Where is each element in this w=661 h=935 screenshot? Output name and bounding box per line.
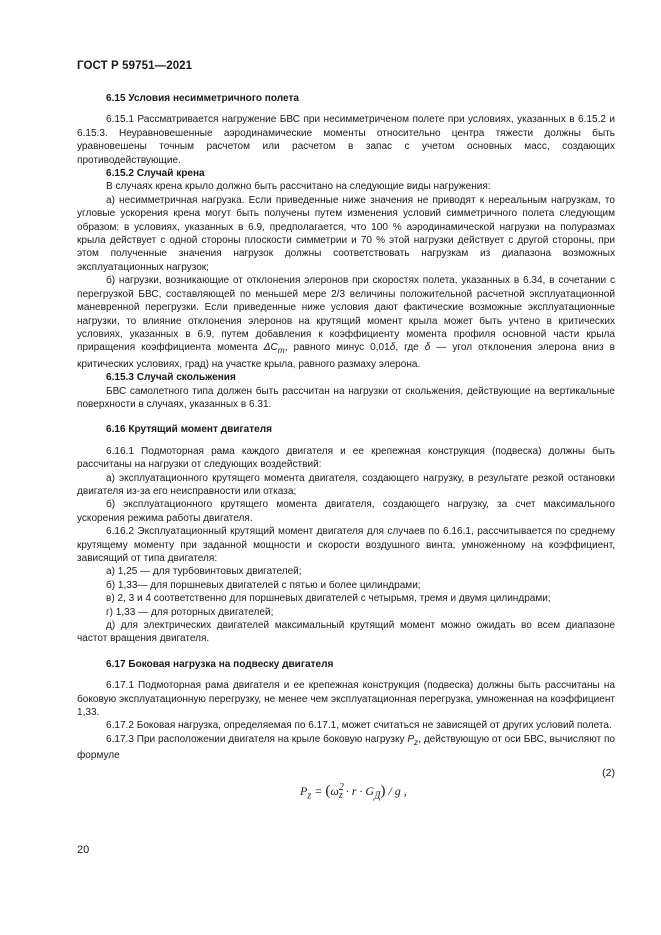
list-item: а) эксплуатационного крутящего момента двигателя, создающего нагрузку, в результате резкой остановки двигателя из-за его неисправности или отказа; <box>77 472 615 497</box>
section-6-15 <box>77 92 615 411</box>
section-heading: 6.16 Крутящий момент двигателя <box>106 424 272 436</box>
paragraph: 6.15.1 Рассматривается нагружение БВС при несимметриченом полете при условиях, указанных в 6.15.2 и 6.15.3. Неуравновешенные аэродинамические моменты относительно центра тяжести должны быть уравновешены точным расчетом или расчетом в запас с учетом основных масс, создающих противодействующие. <box>77 114 615 166</box>
delta-c-symbol: $\Delta C_m$ <box>263 342 285 356</box>
paragraph: 6.17.2 Боковая нагрузка, определяемая по 6.17.1, может считаться не зависящей от других условий полета. <box>106 720 612 732</box>
document-header: ГОСТ Р 59751—2021 <box>77 60 193 72</box>
list-item: б) эксплуатационного крутящего момента двигателя, создающего нагрузку, за счет максимального ускорения режима работы двигателя. <box>77 499 615 524</box>
paragraph: В случаях крена крыло должно быть рассчитано на следующие виды нагружения: <box>106 181 491 193</box>
paragraph: 6.17.1 Подмоторная рама двигателя и ее крепежная конструкция (подвеска) должны быть рассчитаны на боковую эксплуатационную перегрузку, не менее чем эксплуатационная перегрузка, умноженная на коэффициент 1,33. <box>77 680 615 719</box>
list-item: б) 1,33— для поршневых двигателей с пятью и более цилиндрами; <box>106 579 421 591</box>
formula: $P_z = (\omega^2_z \cdot r \cdot G_Д) / g$ , <box>300 781 407 802</box>
document-body <box>77 92 615 805</box>
subsection-heading: 6.15.2 Случай крена <box>106 168 205 180</box>
paragraph: 6.17.3 При расположении двигателя на крыле боковую нагрузку $P_z$, действующую от оси БВС, вычисляют по формуле <box>77 733 615 762</box>
list-item: б) нагрузки, возникающие от отклонения элеронов при скоростях полета, указанных в 6.34, в сочетании с перегрузкой БВС, составляющей по меньшей мере 2/3 величины положительной расчетной эксплуатационной маневренной перегрузки. Если приведенные ниже условия дают фактические возможные эксплуатационные нагрузки, то влияние отклонения элеронов на крутящий момент крыла может быть учтено в критических условиях, указанных в 6.9, путем добавления к коэффициенту момента профиля основной части крыла приращения коэффициента момента $\Delta C_m$, равного минус 0,01δ, где δ — угол отклонения элерона вниз в критических условиях, град) на участке крыла, равного размаху элерона. <box>77 275 615 370</box>
list-item: а) несимметричная нагрузка. Если приведенные ниже значения не приводят к нереальным нагрузкам, то угловые ускорения крена могут быть получены путем изменения условий симметричного полета следующим образом: в условиях, указанных в 6.9, предполагается, что 100 % аэродинамической нагрузки на полуразмах крыла действует с одной стороны плоскости симметрии и 70 % этой нагрузки действует с другой стороны, при этом полученные значения нагрузок должны соответствовать нагрузкам из диапазона возможных эксплуатационных нагрузок; <box>77 194 615 273</box>
paragraph: 6.16.1 Подмоторная рама каждого двигателя и ее крепежная конструкция (подвеска) должны быть рассчитаны на нагрузки от следующих воздействий: <box>77 445 615 471</box>
formula-row <box>77 767 615 805</box>
list-item: а) 1,25 — для турбовинтовых двигателей; <box>106 566 302 578</box>
page-number: 20 <box>77 844 90 856</box>
paragraph: БВС самолетного типа должен быть рассчитан на нагрузки от скольжения, действующие на вертикальные поверхности в случаях, указанных в 6.31. <box>77 385 615 410</box>
section-6-16 <box>77 423 615 646</box>
pz-symbol: $P_z$ <box>407 733 419 747</box>
section-6-17 <box>77 658 615 805</box>
list-item: в) 2, 3 и 4 соответственно для поршневых двигателей с четырьмя, тремя и двумя цилиндрами; <box>106 593 551 605</box>
equation-number: (2) <box>602 766 615 779</box>
paragraph: 6.16.2 Эксплуатационный крутящий момент двигателя для случаев по 6.16.1, рассчитывается по среднему крутящему моменту при заданной мощности и скорости воздушного винта, умноженному на коэффициент, зависящий от типа двигателя: <box>77 526 615 564</box>
subsection-heading: 6.15.3 Случай скольжения <box>106 372 236 384</box>
list-item: д) для электрических двигателей максимальный крутящий момент можно ожидать во всем диапазоне частот вращения двигателя. <box>77 620 615 645</box>
list-item: г) 1,33 — для роторных двигателей; <box>106 606 274 618</box>
section-heading: 6.15 Условия несимметричного полета <box>106 93 299 104</box>
section-heading: 6.17 Боковая нагрузка на подвеску двигателя <box>106 658 334 670</box>
